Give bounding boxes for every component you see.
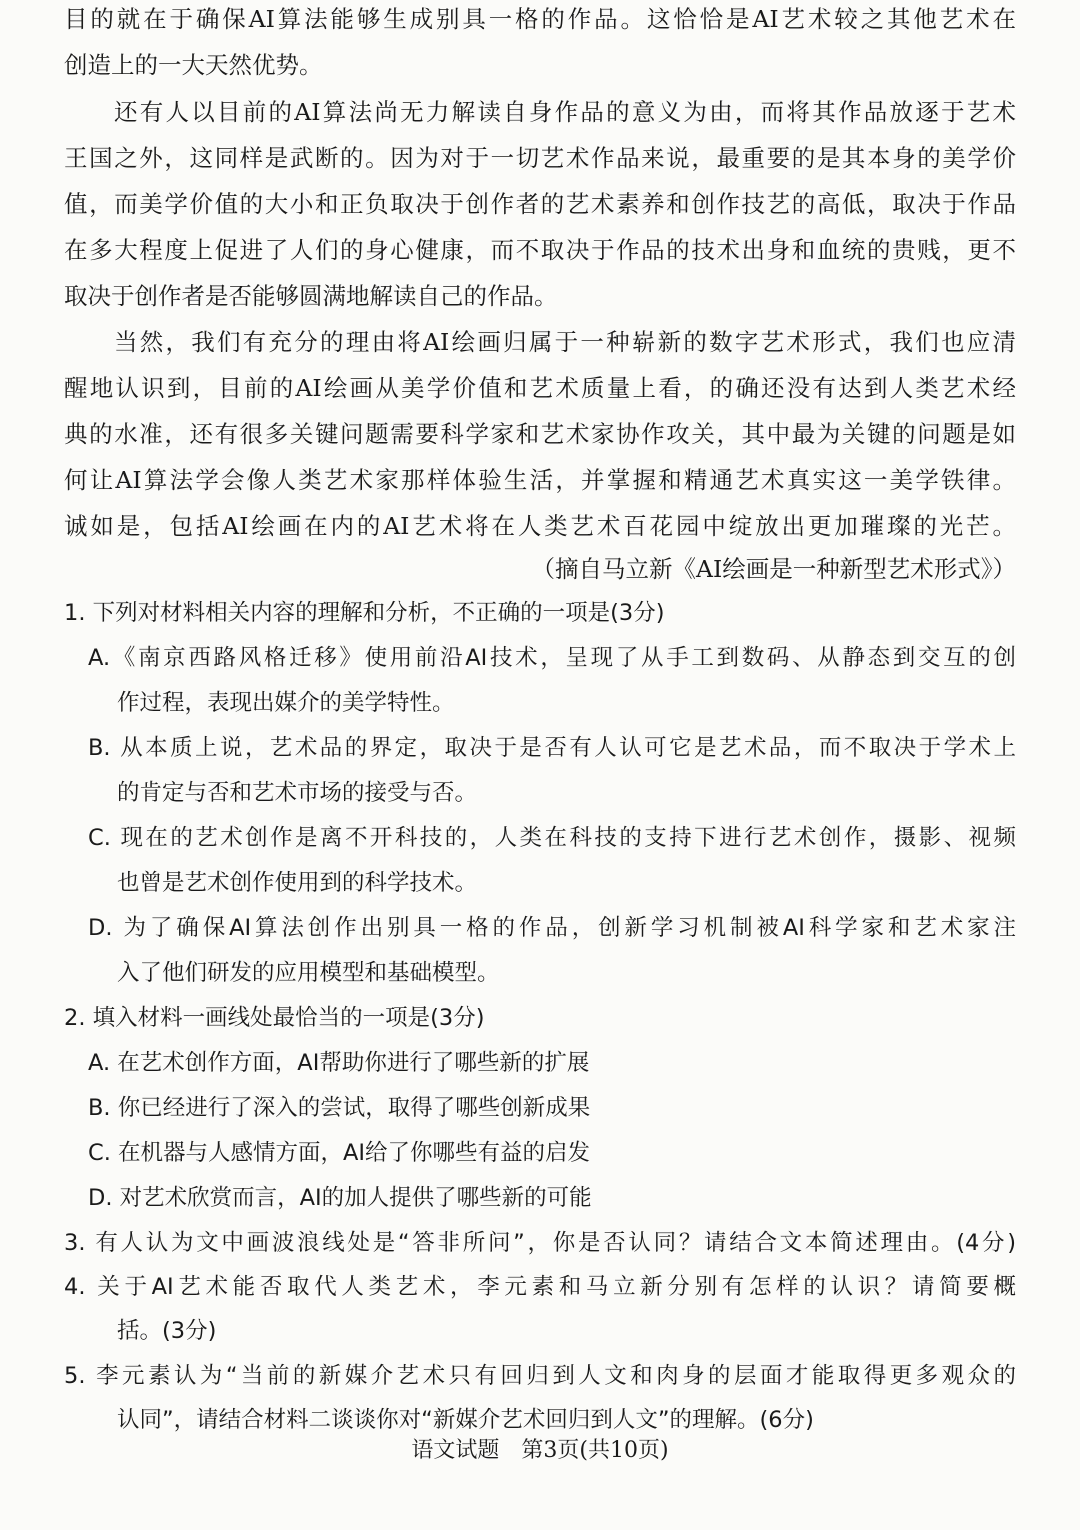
passage-line: 创造上的一大天然优势。 (64, 51, 323, 79)
passage-line: 诚如是，包括AI绘画在内的AI艺术将在人类艺术百花园中绽放出更加璀璨的光芒。 (64, 512, 1016, 540)
passage-line: 典的水准，还有很多关键问题需要科学家和艺术家协作攻关，其中最为关键的问题是如 (64, 420, 1016, 448)
passage-line: 何让AI算法学会像人类艺术家那样体验生活，并掌握和精通艺术真实这一美学铁律。 (64, 466, 1016, 494)
passage-line: 值，而美学价值的大小和正负取决于创作者的艺术素养和创作技艺的高低，取决于作品 (64, 190, 1016, 218)
question-4-cont: 括。(3分) (117, 1318, 217, 1344)
question-1-option-b: B. 从本质上说，艺术品的界定，取决于是否有人认可它是艺术品，而不取决于学术上 (88, 735, 1016, 761)
question-1-option-c-cont: 也曾是艺术创作使用到的科学技术。 (117, 870, 478, 896)
passage-line: 王国之外，这同样是武断的。因为对于一切艺术作品来说，最重要的是其本身的美学价 (64, 144, 1016, 172)
passage-line: 在多大程度上促进了人们的身心健康，而不取决于作品的技术出身和血统的贵贱，更不 (64, 236, 1016, 264)
passage-source: （摘自马立新《AI绘画是一种新型艺术形式》） (531, 555, 1016, 583)
question-1-option-c: C. 现在的艺术创作是离不开科技的，人类在科技的支持下进行艺术创作，摄影、视频 (88, 825, 1016, 851)
question-5-cont: 认同”，请结合材料二谈谈你对“新媒介艺术回归到人文”的理解。(6分) (117, 1407, 814, 1433)
passage-line: 还有人以目前的AI算法尚无力解读自身作品的意义为由，而将其作品放逐于艺术 (114, 98, 1016, 126)
question-1-stem: 1. 下列对材料相关内容的理解和分析，不正确的一项是(3分) (64, 600, 665, 626)
question-5: 5. 李元素认为“当前的新媒介艺术只有回归到人文和肉身的层面才能取得更多观众的 (64, 1363, 1016, 1389)
passage-line: 取决于创作者是否能够圆满地解读自己的作品。 (64, 282, 558, 310)
question-2-option-d: D. 对艺术欣赏而言，AI的加人提供了哪些新的可能 (88, 1185, 592, 1211)
question-1-option-d: D. 为了确保AI算法创作出别具一格的作品，创新学习机制被AI科学家和艺术家注 (88, 915, 1016, 941)
question-2-option-c: C. 在机器与人感情方面，AI给了你哪些有益的启发 (88, 1140, 591, 1166)
question-1-option-b-cont: 的肯定与否和艺术市场的接受与否。 (117, 780, 478, 806)
passage-line: 醒地认识到，目前的AI绘画从美学价值和艺术质量上看，的确还没有达到人类艺术经 (64, 374, 1016, 402)
question-3: 3. 有人认为文中画波浪线处是“答非所问”，你是否认同？请结合文本简述理由。(4分) (64, 1230, 1016, 1256)
question-2-stem: 2. 填入材料一画线处最恰当的一项是(3分) (64, 1005, 485, 1031)
passage-line: 当然，我们有充分的理由将AI绘画归属于一种崭新的数字艺术形式，我们也应清 (114, 328, 1016, 356)
question-4: 4. 关于AI艺术能否取代人类艺术，李元素和马立新分别有怎样的认识？请简要概 (64, 1274, 1016, 1300)
question-1-option-a: A.《南京西路风格迁移》使用前沿AI技术，呈现了从手工到数码、从静态到交互的创 (88, 645, 1016, 671)
passage-line: 目的就在于确保AI算法能够生成别具一格的作品。这恰恰是AI艺术较之其他艺术在 (64, 5, 1016, 33)
page-footer: 语文试题 第3页(共10页) (411, 1438, 669, 1463)
question-2-option-b: B. 你已经进行了深入的尝试，取得了哪些创新成果 (88, 1095, 591, 1121)
question-2-option-a: A. 在艺术创作方面，AI帮助你进行了哪些新的扩展 (88, 1050, 590, 1076)
question-1-option-d-cont: 入了他们研发的应用模型和基础模型。 (117, 960, 500, 986)
question-1-option-a-cont: 作过程，表现出媒介的美学特性。 (117, 690, 455, 716)
